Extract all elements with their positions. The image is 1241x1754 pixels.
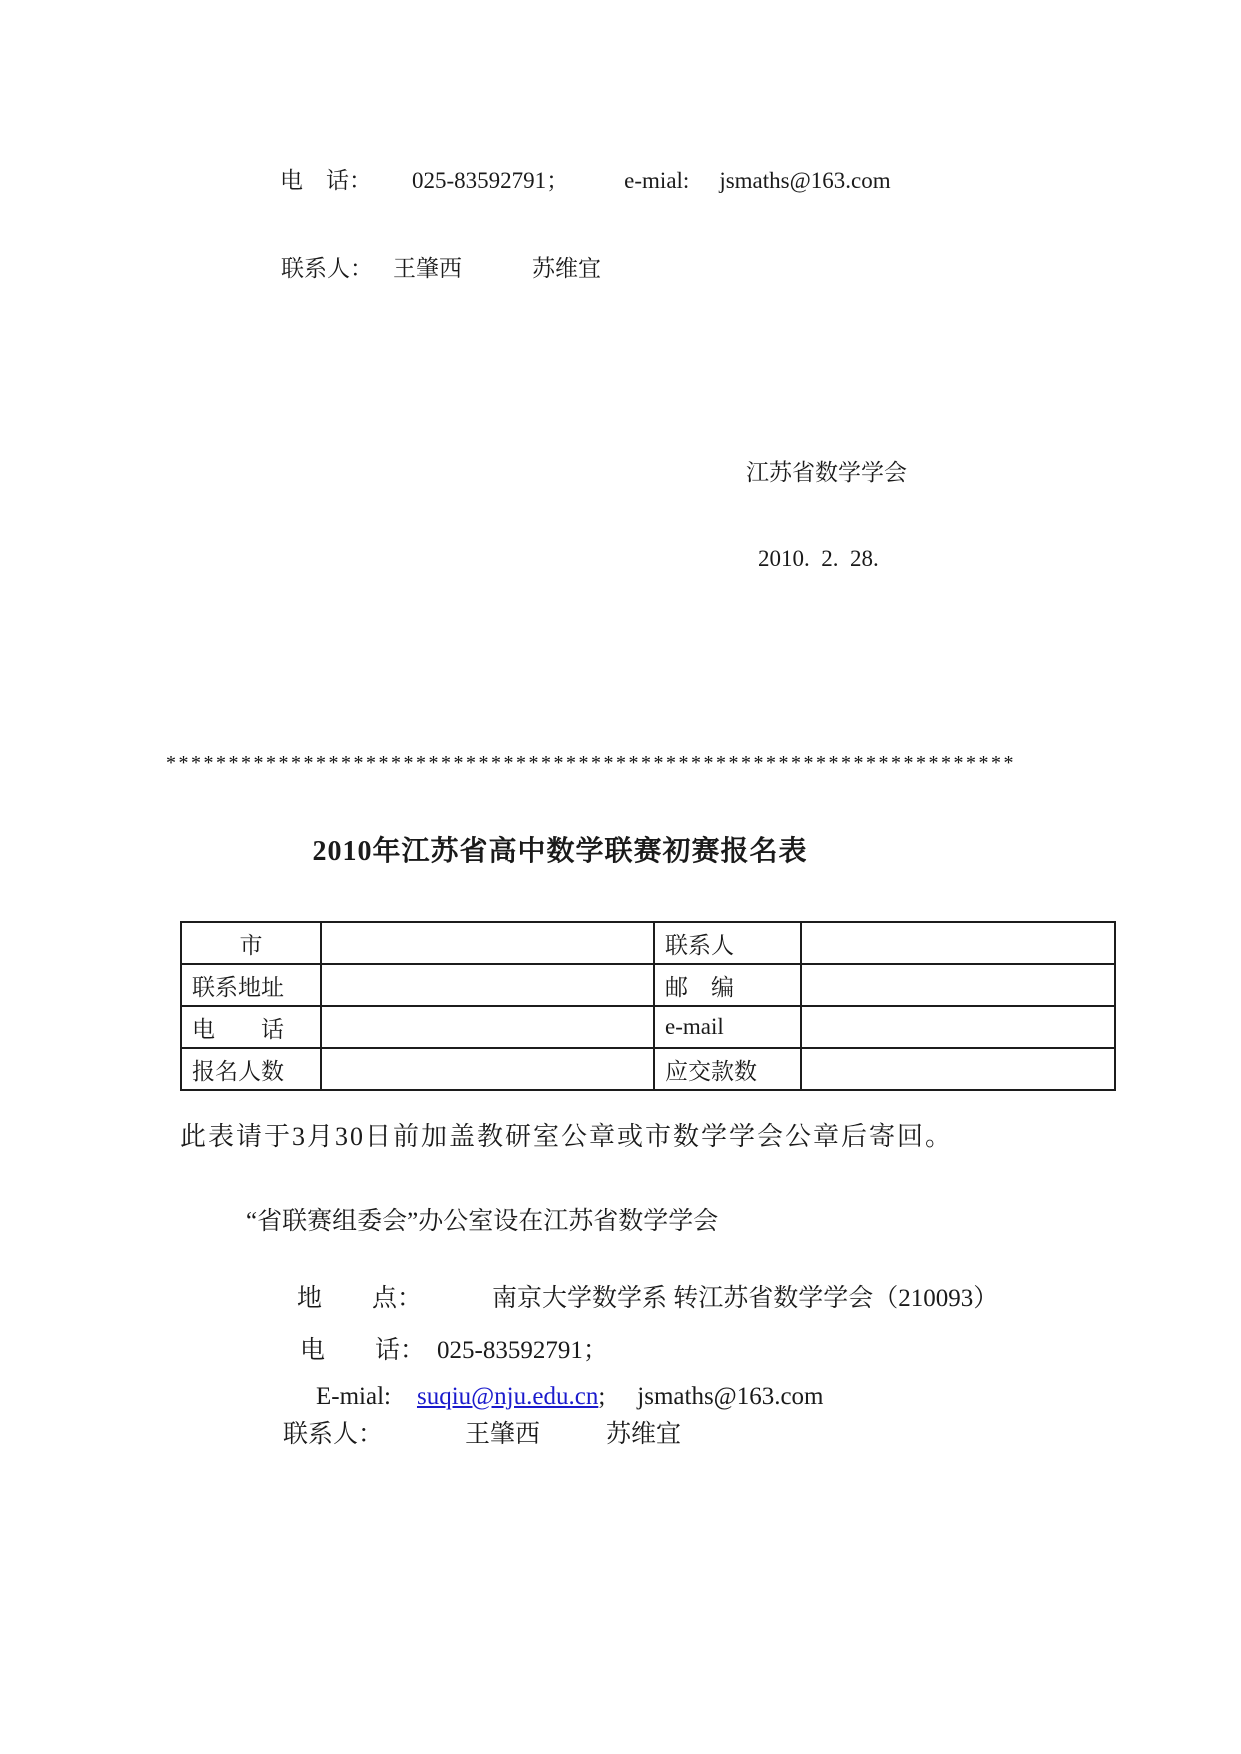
- top-phone-line: [257, 142, 891, 221]
- contact-label: 联系人: [654, 922, 801, 964]
- city-input-cell[interactable]: [321, 922, 654, 964]
- address-input-cell[interactable]: [321, 964, 654, 1006]
- asterisk-divider: ********************************************************************: [166, 752, 1016, 774]
- signature-organization: [723, 434, 907, 513]
- footer-contact-line: [258, 1392, 681, 1478]
- contact-label: 联系人：: [281, 256, 373, 282]
- table-row: [181, 1006, 1115, 1048]
- contact-name: 王肇西: [393, 256, 462, 282]
- email-label: e-mail: [654, 1006, 801, 1048]
- fee-label: 应交款数: [654, 1048, 801, 1090]
- top-contact-line: [258, 230, 601, 309]
- table-row: [181, 1048, 1115, 1090]
- email-label: E-mial:: [316, 1382, 391, 1410]
- contact-name: 苏维宜: [606, 1420, 682, 1448]
- address-label: 联系地址: [181, 964, 321, 1006]
- form-title: 2010年江苏省高中数学联赛初赛报名表: [312, 836, 808, 867]
- phone-label: 电 话: [181, 1006, 321, 1048]
- office-line: “省联赛组委会”办公室设在江苏省数学学会: [246, 1208, 719, 1235]
- organization-name: 江苏省数学学会: [746, 460, 907, 486]
- registrant-count-label: 报名人数: [181, 1048, 321, 1090]
- phone-label: 电 话：: [280, 168, 372, 194]
- contact-name: 苏维宜: [532, 256, 601, 282]
- zip-label: 邮 编: [654, 964, 801, 1006]
- zip-input-cell[interactable]: [801, 964, 1115, 1006]
- contact-input-cell[interactable]: [801, 922, 1115, 964]
- phone-number: 025-83592791；: [412, 168, 570, 194]
- email-address: jsmaths@163.com: [637, 1382, 824, 1410]
- email-link[interactable]: suqiu@nju.edu.cn: [416, 1382, 599, 1410]
- location-value: 南京大学数学系 转江苏省数学学会（210093）: [492, 1284, 999, 1312]
- table-row: [181, 922, 1115, 964]
- email-separator: ;: [598, 1382, 606, 1410]
- registration-table: [180, 921, 1116, 1091]
- signature-date: [735, 520, 879, 599]
- table-row: [181, 964, 1115, 1006]
- phone-label: 电 话：: [300, 1336, 426, 1364]
- email-address: jsmaths@163.com: [719, 168, 891, 194]
- location-label: 地 点：: [297, 1284, 423, 1312]
- email-input-cell[interactable]: [801, 1006, 1115, 1048]
- date-text: 2010. 2. 28.: [758, 546, 879, 572]
- fee-input-cell[interactable]: [801, 1048, 1115, 1090]
- mailing-instruction-note: 此表请于3月30日前加盖教研室公章或市数学学会公章后寄回。: [180, 1122, 954, 1151]
- phone-input-cell[interactable]: [321, 1006, 654, 1048]
- city-label: 市: [181, 922, 321, 964]
- contact-label: 联系人：: [283, 1420, 384, 1448]
- registrant-count-input-cell[interactable]: [321, 1048, 654, 1090]
- email-label: e-mial:: [624, 168, 690, 194]
- phone-number: 025-83592791；: [437, 1336, 608, 1364]
- contact-name: 王肇西: [465, 1420, 541, 1448]
